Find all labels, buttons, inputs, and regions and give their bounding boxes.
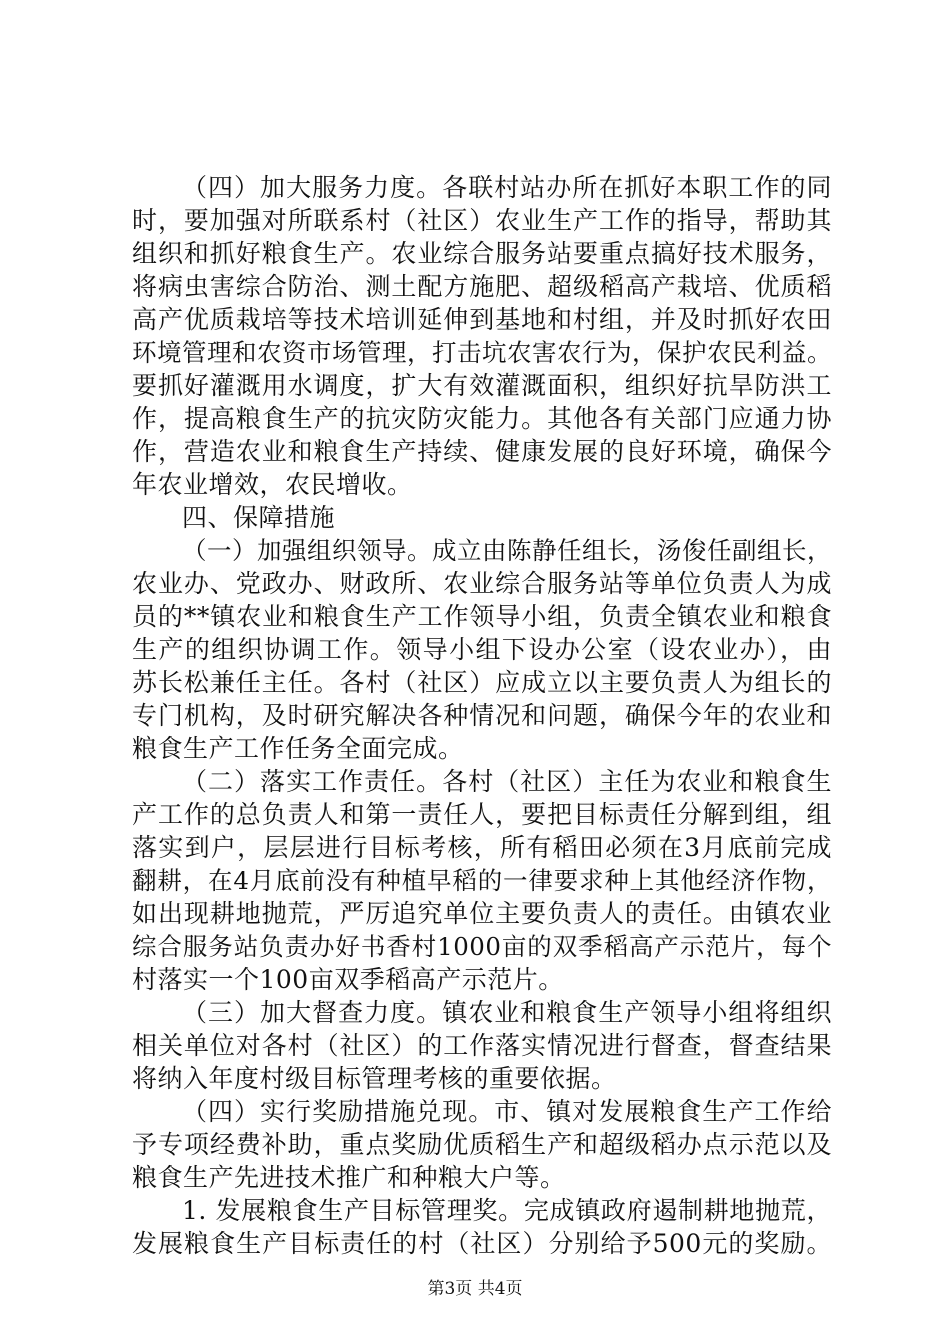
paragraph-line: 粮食生产工作任务全面完成。 bbox=[132, 734, 464, 763]
paragraph-line: 高产优质栽培等技术培训延伸到基地和村组，并及时抓好农田 bbox=[132, 305, 832, 334]
paragraph-line: 农业办、党政办、财政所、农业综合服务站等单位负责人为成 bbox=[132, 569, 832, 598]
paragraph-line: 1. 发展粮食生产目标管理奖。完成镇政府遏制耕地抛荒， bbox=[182, 1196, 832, 1225]
paragraph-line: 苏长松兼任主任。各村（社区）应成立以主要负责人为组长的 bbox=[132, 668, 832, 697]
paragraph-line: 作，提高粮食生产的抗灾防灾能力。其他各有关部门应通力协 bbox=[132, 404, 832, 433]
paragraph-line: 作，营造农业和粮食生产持续、健康发展的良好环境，确保今 bbox=[132, 437, 832, 466]
paragraph-line: 村落实一个100亩双季稻高产示范片。 bbox=[132, 965, 564, 994]
paragraph-line: 发展粮食生产目标责任的村（社区）分别给予500元的奖励。 bbox=[132, 1229, 832, 1258]
paragraph-line: 环境管理和农资市场管理，打击坑农害农行为，保护农民利益。 bbox=[132, 338, 832, 367]
paragraph-line: （四）实行奖励措施兑现。市、镇对发展粮食生产工作给 bbox=[182, 1097, 832, 1126]
paragraph-line: 予专项经费补助，重点奖励优质稻生产和超级稻办点示范以及 bbox=[132, 1130, 832, 1159]
paragraph-line: 将纳入年度村级目标管理考核的重要依据。 bbox=[132, 1064, 617, 1093]
paragraph-line: 落实到户，层层进行目标考核，所有稻田必须在3月底前完成 bbox=[132, 833, 832, 862]
paragraph-line: 翻耕，在4月底前没有种植早稻的一律要求种上其他经济作物， bbox=[132, 866, 832, 895]
section-heading: 四、保障措施 bbox=[182, 503, 336, 532]
paragraph-line: 员的**镇农业和粮食生产工作领导小组，负责全镇农业和粮食 bbox=[132, 602, 832, 631]
paragraph-line: 将病虫害综合防治、测土配方施肥、超级稻高产栽培、优质稻 bbox=[132, 272, 832, 301]
paragraph-line: 年农业增效，农民增收。 bbox=[132, 470, 413, 499]
paragraph-line: （三）加大督查力度。镇农业和粮食生产领导小组将组织 bbox=[182, 998, 832, 1027]
paragraph-line: （四）加大服务力度。各联村站办所在抓好本职工作的同 bbox=[182, 173, 832, 202]
paragraph-line: 生产的组织协调工作。领导小组下设办公室（设农业办），由 bbox=[132, 635, 832, 664]
paragraph-line: 专门机构，及时研究解决各种情况和问题，确保今年的农业和 bbox=[132, 701, 832, 730]
paragraph-line: （一）加强组织领导。成立由陈静任组长，汤俊任副组长， bbox=[182, 536, 832, 565]
paragraph-line: 综合服务站负责办好书香村1000亩的双季稻高产示范片，每个 bbox=[132, 932, 832, 961]
paragraph-line: （二）落实工作责任。各村（社区）主任为农业和粮食生 bbox=[182, 767, 832, 796]
paragraph-line: 要抓好灌溉用水调度，扩大有效灌溉面积，组织好抗旱防洪工 bbox=[132, 371, 832, 400]
paragraph-line: 时，要加强对所联系村（社区）农业生产工作的指导，帮助其 bbox=[132, 206, 832, 235]
paragraph-line: 粮食生产先进技术推广和种粮大户等。 bbox=[132, 1163, 566, 1192]
paragraph-line: 相关单位对各村（社区）的工作落实情况进行督查，督查结果 bbox=[132, 1031, 832, 1060]
paragraph-line: 组织和抓好粮食生产。农业综合服务站要重点搞好技术服务， bbox=[132, 239, 832, 268]
paragraph-line: 产工作的总负责人和第一责任人，要把目标责任分解到组，组 bbox=[132, 800, 832, 829]
page-number-footer: 第3页 共4页 bbox=[427, 1279, 523, 1299]
paragraph-line: 如出现耕地抛荒，严厉追究单位主要负责人的责任。由镇农业 bbox=[132, 899, 832, 928]
